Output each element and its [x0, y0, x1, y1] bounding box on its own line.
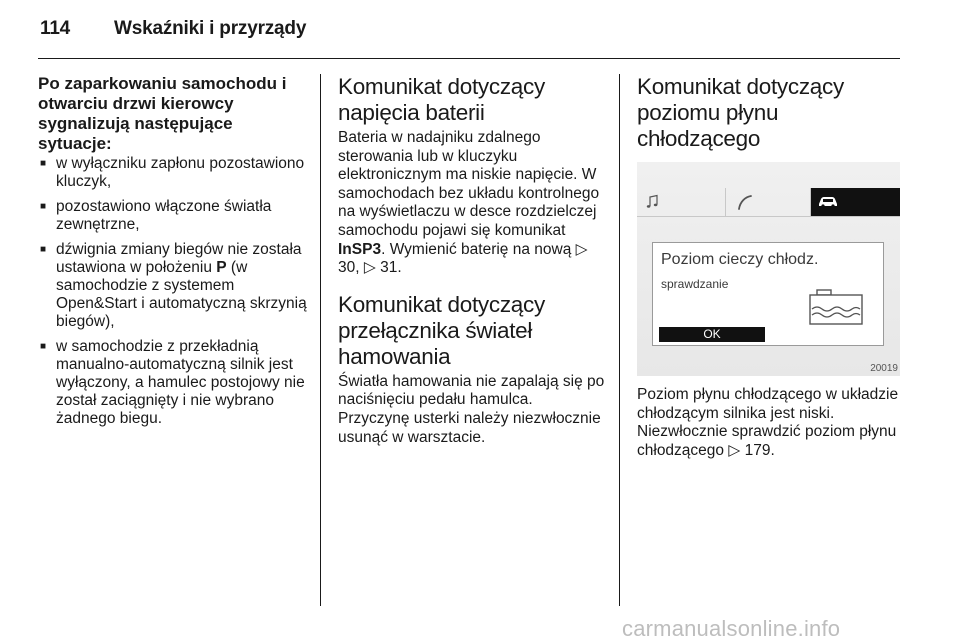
insp3-code: InSP3: [338, 240, 382, 258]
body-text: Bateria w nadajniku zdalnego sterowania lub w kluczyku elektronicznym ma niskie napięcie. W samochodach bez układu kontrolnego na wyświetlaczu w desce rozdzielczej samochodu pojawi się komunikat: [338, 129, 600, 239]
coolant-message-text: Poziom płynu chłodzącego w układzie chłodzącym silnika jest niski. Niezwłocznie sprawdzić poziom płynu chłodzącego ▷ 179.: [637, 386, 899, 459]
list-item-text: w samochodzie z przekładnią manualno-automatyczną silnik jest wyłączony, a hamulec postojowy nie został zaciągnięty i nie wybrano żadnego biegu.: [56, 338, 305, 427]
column-3: [637, 74, 905, 460]
column-divider-1: [320, 74, 321, 606]
music-note-icon: [645, 194, 661, 210]
brake-light-message-text: Światła hamowania nie zapalają się po naciśnięciu pedału hamulca. Przyczynę usterki należy niezwłocznie usunąć w warsztacie.: [338, 372, 605, 446]
page-ref[interactable]: 30: [338, 259, 356, 277]
column-divider-2: [619, 74, 620, 606]
ok-button: OK: [659, 327, 765, 342]
page-ref[interactable]: 179: [744, 441, 771, 459]
list-item-text: (w samochodzie z systemem Open&Start i automatyczną skrzynią biegów),: [56, 259, 307, 330]
tab-audio: [637, 188, 726, 216]
page-ref[interactable]: 31: [380, 259, 398, 277]
list-item-text: w wyłączniku zapłonu pozostawiono kluczyk,: [56, 155, 305, 190]
list-item-text: pozostawiono włączone światła zewnętrzne,: [56, 198, 272, 233]
watermark: carmanualsonline.info: [622, 616, 841, 641]
header-rule: [38, 58, 900, 59]
body-text: . Wymienić baterię na nową: [381, 240, 576, 258]
warning-list: [38, 155, 308, 428]
list-item: [38, 338, 308, 428]
tab-phone: [726, 188, 811, 216]
chapter-title: Wskaźniki i przyrządy: [114, 18, 307, 39]
list-item: [38, 155, 308, 191]
column-1-lead: Po zaparkowaniu samochodu i otwarciu drzwi kierowcy sygnalizują następujące sytuacje:: [38, 74, 287, 153]
coolant-message-heading: Komunikat dotyczący poziomu płynu chłodzącego: [637, 74, 844, 151]
car-icon: [817, 195, 839, 209]
column-2: [338, 74, 608, 447]
list-item: [38, 241, 308, 331]
coolant-display-illustration: [637, 162, 900, 376]
page-number: 114: [40, 18, 71, 39]
battery-message-heading: Komunikat dotyczący napięcia baterii: [338, 74, 545, 125]
list-item: [38, 198, 308, 234]
message-subtitle: sprawdzanie: [661, 277, 729, 291]
list-item-text: dźwignia zmiany biegów nie została ustawiona w położeniu: [56, 241, 302, 276]
phone-icon: [736, 193, 754, 211]
battery-message-text: Bateria w nadajniku zdalnego sterowania lub w kluczyku elektronicznym ma niskie napięcie. W samochodach bez układu kontrolnego na wyświetlaczu w desce rozdzielczej samochodu pojawi się komunikat InSP3. Wymienić baterię na nową ▷ 30, ▷ 31.: [338, 129, 600, 277]
page-ref-arrow-icon: ▷: [363, 259, 376, 277]
tab-vehicle: [811, 188, 900, 216]
warning-message-box: [652, 242, 884, 346]
page-ref-arrow-icon: ▷: [575, 240, 588, 258]
coolant-icon: [807, 287, 865, 327]
column-1: [38, 74, 308, 435]
body-text: Poziom płynu chłodzącego w układzie chłodzącym silnika jest niski. Niezwłocznie sprawdzić poziom płynu chłodzącego: [637, 386, 899, 459]
message-title: Poziom cieczy chłodz.: [661, 251, 819, 268]
brake-light-message-heading: Komunikat dotyczący przełącznika świateł hamowania: [338, 291, 545, 369]
page-header: [40, 18, 306, 40]
gear-position-label: P: [216, 259, 227, 276]
display-tab-bar: [637, 188, 900, 217]
image-code: 20019: [870, 363, 898, 374]
page-ref-arrow-icon: ▷: [728, 441, 741, 459]
